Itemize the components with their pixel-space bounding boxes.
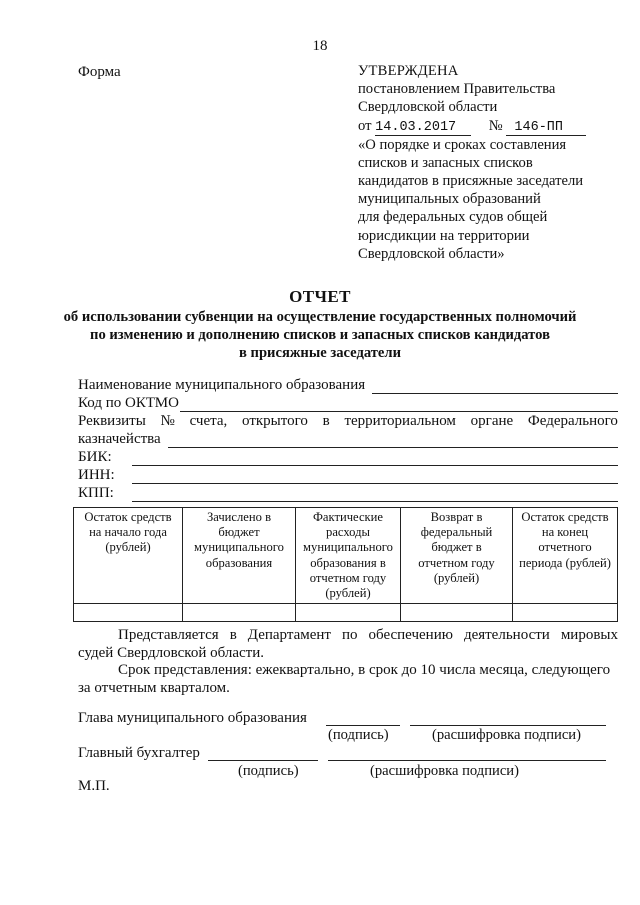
report-subtitle-line: об использовании субвенции на осуществление государственных полномочий — [63, 309, 577, 325]
signature-caption: (подпись) — [238, 763, 299, 779]
oktmo-label: Код по ОКТМО — [78, 395, 179, 411]
requisites-word: открытого — [242, 413, 308, 429]
report-table — [73, 507, 618, 622]
column-header: Остаток средств на конец отчетного периода (рублей) — [513, 508, 618, 604]
submission-line — [118, 625, 618, 645]
stamp-label: М.П. — [78, 778, 110, 794]
submission-word: мировых — [560, 627, 618, 643]
requisites-line — [78, 413, 618, 430]
number-prefix: № — [488, 117, 503, 134]
approval-line: постановлением Правительства — [358, 81, 556, 98]
approval-title-line: кандидатов в присяжные заседатели — [358, 173, 584, 190]
inn-label: ИНН: — [78, 467, 115, 483]
submission-word: деятельности — [463, 627, 550, 643]
date-prefix: от — [358, 117, 372, 134]
approval-title-line: «О порядке и сроках составления — [358, 136, 567, 153]
accountant-decoding-input[interactable] — [328, 760, 606, 761]
report-subtitle-line: по изменению и дополнению списков и запасных списков кандидатов — [90, 327, 550, 343]
submission-word: в — [229, 627, 237, 643]
approval-line: Свердловской области — [358, 99, 498, 116]
submission-line: судей Свердловской области. — [78, 645, 265, 661]
report-title: ОТЧЕТ — [289, 287, 351, 306]
head-label: Глава муниципального образования — [78, 710, 307, 726]
approval-heading: УТВЕРЖДЕНА — [358, 63, 459, 79]
signature-caption: (подпись) — [328, 727, 389, 743]
table-cell[interactable] — [513, 604, 618, 622]
municipality-label: Наименование муниципального образования — [78, 377, 366, 393]
approval-date: 14.03.2017 — [375, 120, 471, 136]
requisites-word: органе — [470, 413, 514, 429]
report-subtitle-line: в присяжные заседатели — [239, 345, 401, 361]
form-label: Форма — [78, 64, 121, 80]
requisites-word: Реквизиты — [78, 413, 146, 429]
bik-label: БИК: — [78, 449, 112, 465]
requisites-word: № — [160, 413, 175, 429]
table-row — [74, 604, 618, 622]
requisites-word: Федерального — [527, 413, 618, 429]
decoding-caption: (расшифровка подписи) — [432, 727, 581, 743]
kpp-label: КПП: — [78, 485, 114, 501]
submission-word: Представляется — [118, 627, 219, 643]
approval-title-line: для федеральных судов общей — [358, 209, 548, 226]
column-header: Остаток средств на начало года (рублей) — [74, 508, 183, 604]
approval-title-line: муниципальных образований — [358, 191, 541, 208]
submission-word: Департамент — [247, 627, 331, 643]
approval-number: 146-ПП — [506, 120, 586, 136]
approval-title-line: Свердловской области» — [358, 245, 505, 262]
table-cell[interactable] — [183, 604, 296, 622]
deadline-line: Срок представления: ежеквартально, в срок до 10 числа месяца, следующего — [118, 662, 611, 678]
table-cell[interactable] — [401, 604, 513, 622]
column-header: Фактические расходы муниципального образования в отчетном году (рублей) — [296, 508, 401, 604]
table-header-row — [74, 508, 618, 604]
requisites-word: счета, — [189, 413, 228, 429]
column-header: Возврат в федеральный бюджет в отчетном году (рублей) — [401, 508, 513, 604]
kpp-input[interactable] — [132, 501, 618, 502]
head-signature-input[interactable] — [326, 725, 400, 726]
decoding-caption: (расшифровка подписи) — [370, 763, 519, 779]
inn-input[interactable] — [132, 483, 618, 484]
page-number: 18 — [312, 38, 328, 54]
municipality-input[interactable] — [372, 393, 618, 394]
approval-date-line — [358, 117, 586, 136]
table-cell[interactable] — [296, 604, 401, 622]
accountant-label: Главный бухгалтер — [78, 745, 200, 761]
oktmo-input[interactable] — [180, 411, 618, 412]
column-header: Зачислено в бюджет муниципального образования — [183, 508, 296, 604]
deadline-line: за отчетным кварталом. — [78, 680, 230, 696]
head-decoding-input[interactable] — [410, 725, 606, 726]
approval-block — [358, 62, 586, 263]
approval-title-line: списков и запасных списков — [358, 154, 533, 171]
submission-word: обеспечению — [368, 627, 453, 643]
bik-input[interactable] — [132, 465, 618, 466]
approval-title-line: юрисдикции на территории — [358, 227, 530, 244]
requisites-word: территориальном — [344, 413, 456, 429]
accountant-signature-input[interactable] — [208, 760, 318, 761]
table-cell[interactable] — [74, 604, 183, 622]
requisites-word: в — [322, 413, 330, 429]
treasury-input[interactable] — [168, 447, 618, 448]
treasury-label: казначейства — [78, 431, 161, 447]
submission-word: по — [342, 627, 358, 643]
